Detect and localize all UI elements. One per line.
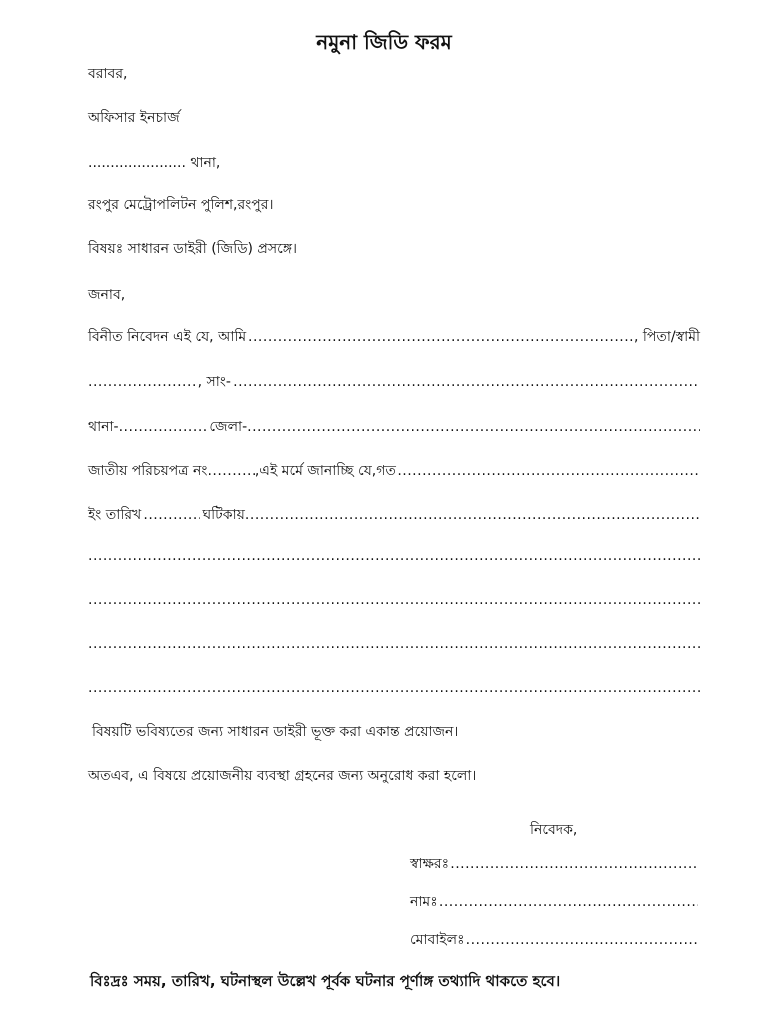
- name-blank[interactable]: [439, 894, 698, 910]
- station-blank[interactable]: ......................: [88, 155, 186, 171]
- address-officer: অফিসার ইনচার্জ: [88, 110, 180, 126]
- applicant-name-blank[interactable]: [248, 329, 634, 345]
- name-line: [410, 890, 698, 914]
- thana-label: থানা-: [88, 419, 119, 435]
- nid-blank[interactable]: [207, 463, 254, 479]
- address-to: বরাবর,: [88, 66, 128, 82]
- description-line[interactable]: [88, 636, 700, 652]
- body-line-4: [88, 459, 700, 483]
- time-label: ঘটিকায়: [202, 507, 245, 523]
- address-station-line: [88, 151, 220, 175]
- village-blank[interactable]: [233, 374, 700, 390]
- station-label: থানা,: [190, 155, 221, 171]
- mobile-line: [410, 928, 698, 952]
- page-title: নমুনা জিডি ফরম: [316, 30, 452, 54]
- footnote: বিঃদ্রঃ সময়, তারিখ, ঘটনাস্থল উল্লেখ পূর্বক ঘটনার পূর্ণাঙ্গ তথ্যাদি থাকতে হবে।: [90, 972, 561, 990]
- village-label: , সাং-: [197, 374, 231, 390]
- statement-text: ,এই মর্মে জানাচ্ছি যে,গত: [254, 463, 396, 479]
- body-line-5: [88, 503, 700, 527]
- father-husband-label: , পিতা/স্বামী: [633, 329, 700, 345]
- time-blank[interactable]: [245, 507, 700, 523]
- father-name-blank[interactable]: [88, 374, 198, 390]
- address-police: রংপুর মেট্রোপলিটন পুলিশ,রংপুর।: [88, 197, 274, 213]
- subject-line: বিষয়ঃ সাধারন ডাইরী (জিডি) প্রসঙ্গে।: [88, 241, 298, 257]
- mobile-label: মোবাইলঃ: [410, 932, 465, 948]
- body-line-3: [88, 415, 700, 439]
- name-label: নামঃ: [410, 894, 438, 910]
- request-paragraph: অতএব, এ বিষয়ে প্রয়োজনীয় ব্যবস্থা গ্রহনের জন্য অনুরোধ করা হলো।: [88, 768, 477, 784]
- mobile-blank[interactable]: [466, 932, 698, 948]
- nid-label: জাতীয় পরিচয়পত্র নং: [88, 463, 208, 479]
- date-label: ইং তারিখ: [88, 507, 142, 523]
- thana-blank[interactable]: [119, 419, 208, 435]
- necessity-paragraph: বিষয়টি ভবিষ্যতের জন্য সাধারন ডাইরী ভূক্ত করা একান্ত প্রয়োজন।: [92, 724, 459, 740]
- district-label: জেলা-: [209, 419, 248, 435]
- description-line[interactable]: [88, 548, 700, 564]
- description-line[interactable]: [88, 680, 700, 696]
- description-line[interactable]: [88, 592, 700, 608]
- district-blank[interactable]: [247, 419, 700, 435]
- applicant-label: নিবেদক,: [530, 822, 578, 838]
- date-blank[interactable]: [143, 507, 200, 523]
- salutation: জনাব,: [88, 287, 126, 303]
- intro-text: বিনীত নিবেদন এই যে, আমি: [88, 329, 247, 345]
- signature-blank[interactable]: [450, 856, 698, 872]
- body-line-2: [88, 370, 700, 394]
- signature-line: [410, 852, 698, 876]
- body-line-1: [88, 325, 700, 349]
- signature-label: স্বাক্ষরঃ: [410, 856, 450, 872]
- last-date-blank[interactable]: [397, 463, 700, 479]
